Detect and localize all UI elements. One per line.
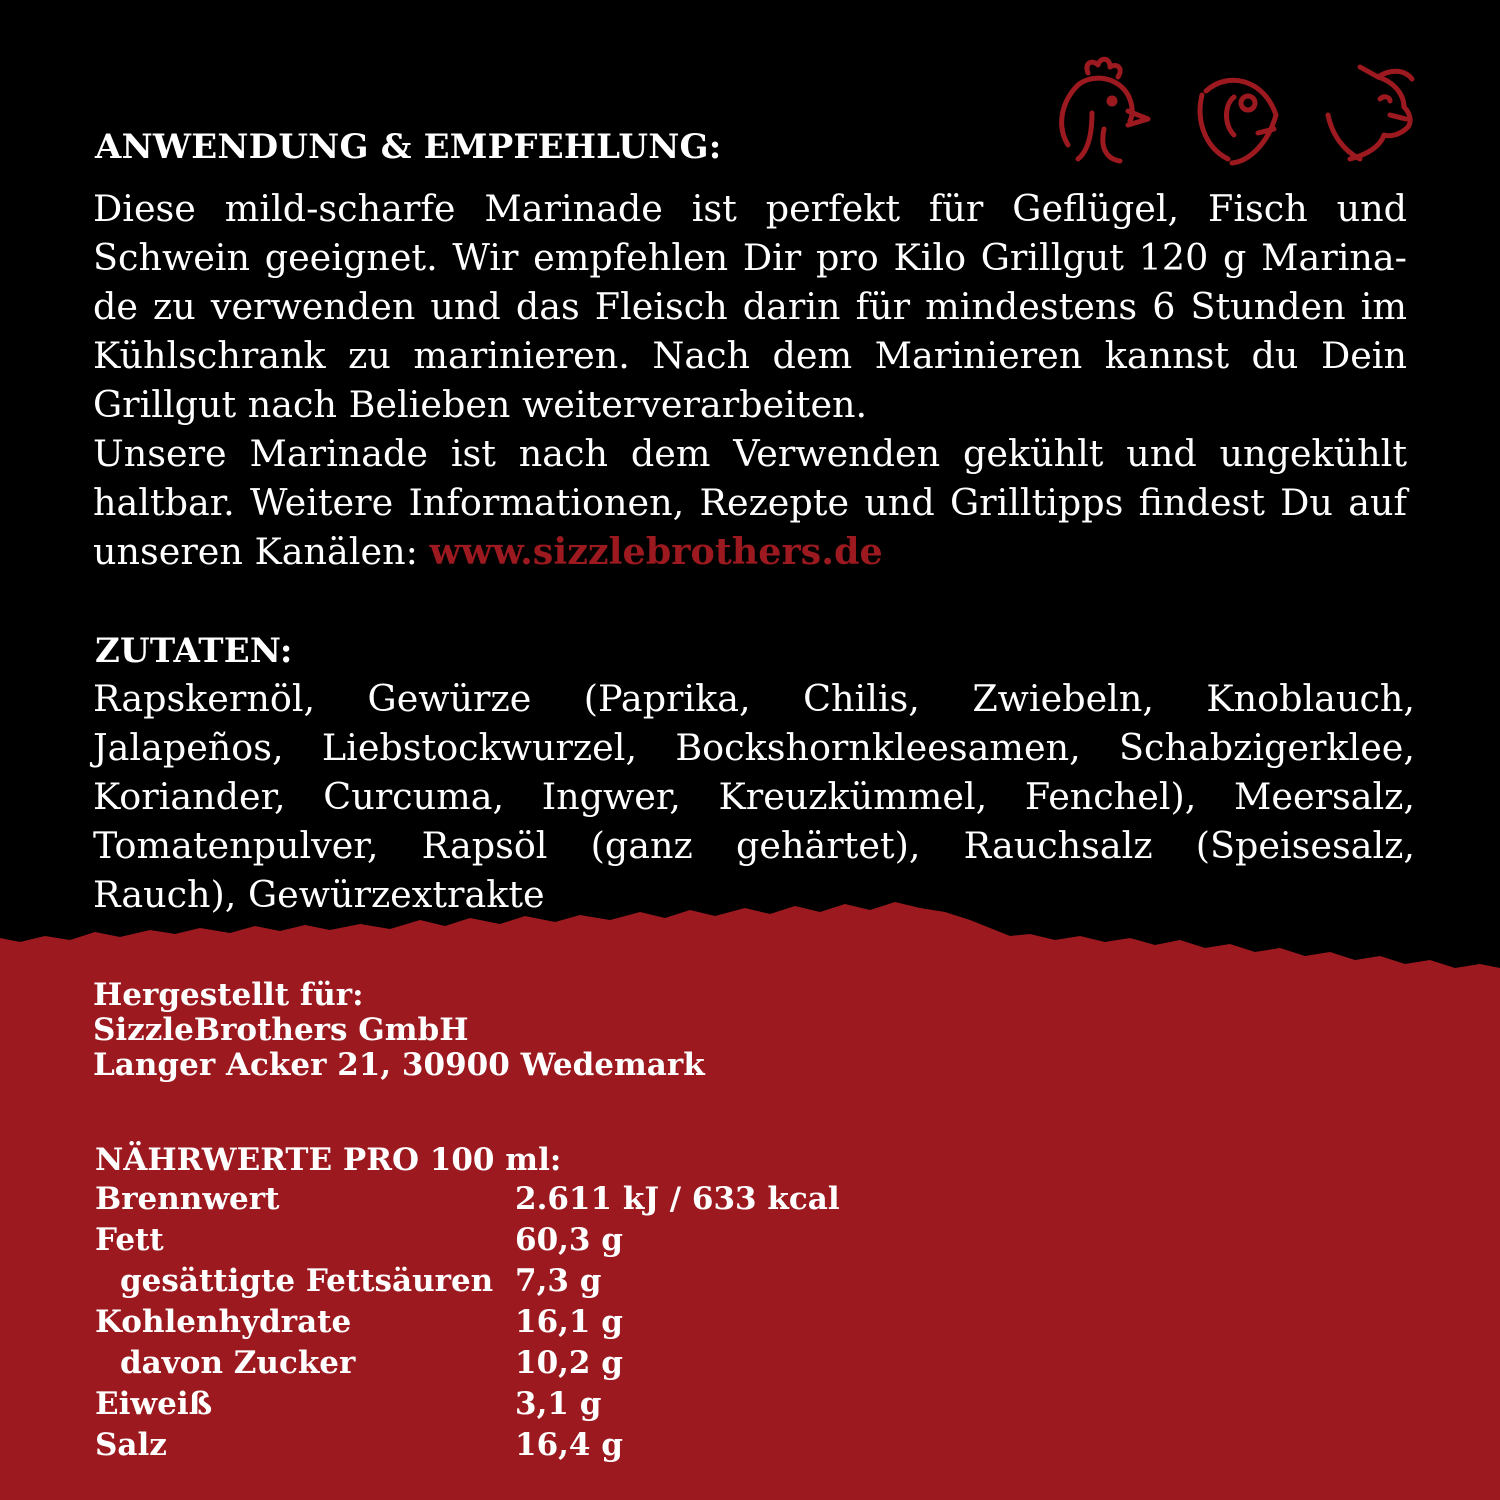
usage-line: de zu verwenden und das Fleisch darin für mindestens 6 Stunden im: [93, 285, 1407, 328]
manufacturer-address: Langer Acker 21, 30900 Wedemark: [93, 1047, 705, 1083]
website-link[interactable]: www.sizzlebrothers.de: [429, 530, 883, 573]
usage-line: haltbar. Weitere Informationen, Rezepte und Grilltipps findest Du auf: [93, 481, 1407, 524]
fish-icon: [1188, 55, 1283, 170]
nutrition-value: 16,4 g: [515, 1427, 623, 1463]
pig-icon: [1320, 55, 1420, 170]
chicken-icon: [1048, 55, 1153, 170]
nutrition-label: Eiweiß: [95, 1386, 213, 1422]
ingredients-heading: ZUTATEN:: [95, 631, 293, 671]
nutrition-label: Kohlenhydrate: [95, 1304, 352, 1340]
nutrition-label: Salz: [95, 1427, 167, 1463]
manufacturer-company: SizzleBrothers GmbH: [93, 1012, 469, 1048]
nutrition-row: [95, 1427, 895, 1468]
nutrition-row: [95, 1304, 895, 1345]
usage-heading: ANWENDUNG & EMPFEHLUNG:: [95, 127, 722, 167]
nutrition-row: [95, 1222, 895, 1263]
nutrition-label: Brennwert: [95, 1181, 280, 1217]
nutrition-label: davon Zucker: [120, 1345, 356, 1381]
usage-line: Diese mild-scharfe Marinade ist perfekt für Geflügel, Fisch und: [93, 187, 1407, 230]
nutrition-value: 2.611 kJ / 633 kcal: [515, 1181, 840, 1217]
nutrition-label: Fett: [95, 1222, 164, 1258]
ingredients-line: Rauch), Gewürzextrakte: [93, 873, 545, 916]
ingredients-line: Tomatenpulver, Rapsöl (ganz gehärtet), Rauchsalz (Speisesalz,: [93, 824, 1415, 867]
nutrition-value: 60,3 g: [515, 1222, 623, 1258]
usage-line-last: [93, 527, 1407, 576]
ingredients-line: Jalapeños, Liebstockwurzel, Bockshornkleesamen, Schabzigerklee,: [93, 726, 1415, 769]
animal-icons: [1040, 55, 1420, 175]
ingredients-line: Rapskernöl, Gewürze (Paprika, Chilis, Zwiebeln, Knoblauch,: [93, 677, 1415, 720]
nutrition-value: 7,3 g: [515, 1263, 602, 1299]
ingredients-line: Koriander, Curcuma, Ingwer, Kreuzkümmel, Fenchel), Meersalz,: [93, 775, 1415, 818]
nutrition-row: [95, 1386, 895, 1427]
usage-line: Unsere Marinade ist nach dem Verwenden gekühlt und ungekühlt: [93, 432, 1407, 475]
nutrition-title: NÄHRWERTE PRO 100 ml:: [95, 1142, 562, 1178]
nutrition-value: 3,1 g: [515, 1386, 602, 1422]
nutrition-table: [95, 1181, 895, 1468]
usage-line: Kühlschrank zu marinieren. Nach dem Marinieren kannst du Dein: [93, 334, 1407, 377]
usage-text: [93, 184, 1407, 576]
nutrition-row: [95, 1181, 895, 1222]
nutrition-row: [95, 1263, 895, 1304]
manufacturer-label: Hergestellt für:: [93, 977, 364, 1013]
ingredients-text: [93, 674, 1415, 919]
nutrition-label: gesättigte Fettsäuren: [120, 1263, 494, 1299]
nutrition-value: 10,2 g: [515, 1345, 623, 1381]
manufacturer-block: [93, 978, 705, 1083]
usage-line: Schwein geeignet. Wir empfehlen Dir pro Kilo Grillgut 120 g Marina-: [93, 236, 1407, 279]
usage-line-prefix: unseren Kanälen:: [93, 530, 430, 573]
nutrition-value: 16,1 g: [515, 1304, 623, 1340]
usage-line: Grillgut nach Belieben weiterverarbeiten.: [93, 383, 868, 426]
nutrition-row: [95, 1345, 895, 1386]
